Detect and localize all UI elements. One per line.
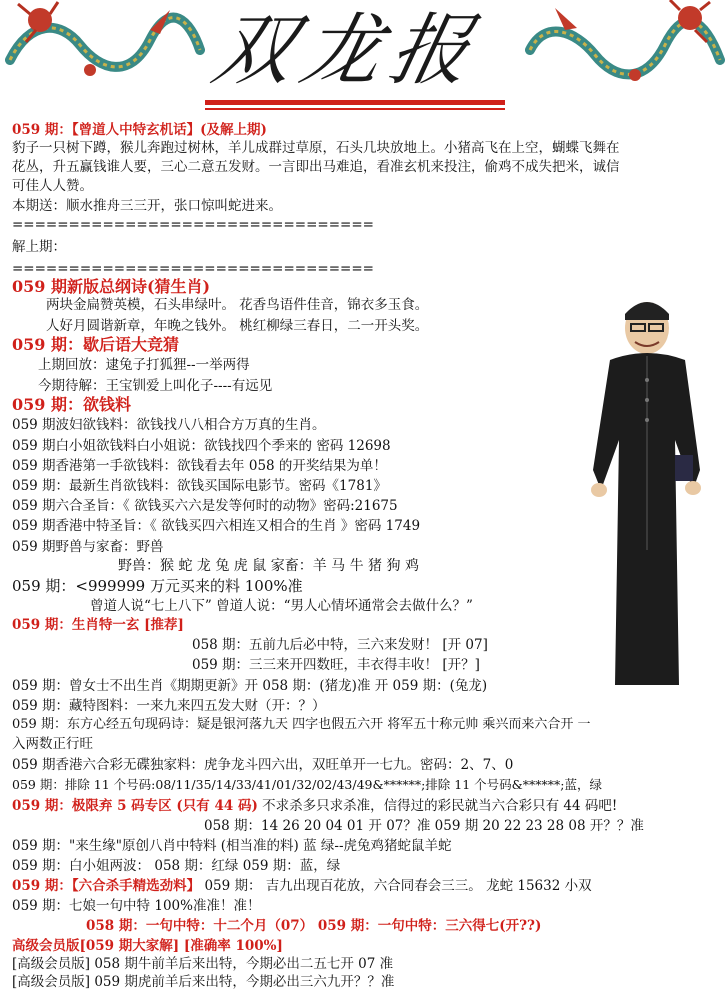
highlight-line: 058 期：一句中特：十二个月（07） 059 期：一句中特：三六得七(开??) — [86, 918, 542, 934]
kill-codes-text: 不求杀多只求杀准，信得过的彩民就当六合彩只有 44 码吧! — [262, 798, 618, 814]
masthead — [205, 4, 505, 114]
text-line: 059 期：排除 11 个号码:08/11/35/14/33/41/01/32/02/43/49&******;排除 11 个号码&******;蓝，绿 — [12, 777, 603, 792]
dragon-right-image — [525, 0, 725, 100]
text-line-kill-codes — [12, 797, 617, 815]
text-line-killer — [12, 877, 592, 895]
poem-line: 两块金扁赞英模，石头串绿叶。 花香鸟语件佳音，锦衣多玉食。 — [46, 297, 429, 313]
text-line: 059 期香港六合彩无碟独家料：虎争龙斗四六出，双旺单开一七九。密码：2、7、0 — [12, 757, 514, 773]
text-line: 059 期波妇欲钱料：欲钱找八八相合方万真的生肖。 — [12, 417, 326, 433]
text-line: 059 期：三三来开四数旺，丰衣得丰收！ [开？] — [192, 657, 480, 673]
text-line: 059 期六合圣旨：《 欲钱买六六是发等何时的动物》密码:21675 — [12, 498, 398, 514]
poem-line: 人好月圆谐新章，年晚之钱外。 桃红柳绿三春日，二一开头奖。 — [46, 318, 429, 334]
text-line: 可佳人人赞。 — [12, 178, 93, 194]
text-line: 059 期：白小姐两波： 058 期：红绿 059 期：蓝，绿 — [12, 858, 341, 874]
killer-text: 059 期： 吉九出现百花放，六合同春会三三。 龙蛇 15632 小双 — [204, 878, 592, 894]
text-line: 059 期：东方心经五句现码诗：疑是银河落九天 四字也假五六开 将军五十称元帅 乘兴而来六合开 一 — [12, 717, 591, 732]
masthead-title: 双龙报 — [205, 6, 489, 96]
text-line: 059 期："来生缘"原创八肖中特料 (相当准的料) 蓝 绿--虎兔鸡猪蛇鼠羊蛇 — [12, 838, 452, 854]
text-line: [高级会员版] 058 期牛前羊后来出特，今期必出二五七开 07 准 — [12, 956, 394, 972]
section-title-vip: 高级会员版[059 期大家解] [准确率 100%] — [12, 938, 283, 954]
text-line: [高级会员版] 059 期虎前羊后来出特，今期必出三六九开？？准 — [12, 974, 395, 990]
section-title-shengxiao: 059 期：生肖特一玄 [推荐] — [12, 617, 184, 633]
section-title-poem: 059 期新版总纲诗(猜生肖) — [12, 277, 211, 296]
text-line: 058 期：14 26 20 04 01 开 07？准 059 期 20 22 23 28 08 开？？准 — [204, 818, 644, 834]
text-line: 059 期：藏特图料：一来九来四五发大财（开：？） — [12, 698, 326, 714]
person-figure-image — [575, 290, 720, 690]
text-line: 059 期：七娘一句中特 100%准准！准！ — [12, 898, 261, 914]
text-line: 今期待解：王宝钏爱上叫化子----有远见 — [38, 378, 273, 394]
text-line: 059 期：曾女士不出生肖《期期更新》开 058 期：(猪龙)准 开 059 期：(兔龙) — [12, 678, 488, 694]
section-title-yuqianliao: 059 期：欲钱料 — [12, 395, 131, 414]
text-line: 058 期：五前九后必中特，三六来发财！ [开 07] — [192, 637, 488, 653]
text-line: 本期送：顺水推舟三三开，张口惊叫蛇进来。 — [12, 198, 282, 214]
section-title-zengdaoren: 059 期：【曾道人中特玄机话】(及解上期) — [12, 122, 267, 138]
kill-codes-title: 059 期：极限弃 5 码专区 (只有 44 码) — [12, 798, 258, 814]
text-line: 曾道人说“七上八下” 曾道人说：“男人心情坏通常会去做什么？” — [90, 598, 473, 614]
divider-line: ================================ — [12, 217, 374, 233]
text-line: 上期回放：逮兔子打狐狸--一举两得 — [38, 357, 250, 373]
text-line: 解上期： — [12, 239, 66, 255]
text-line: 059 期香港中特圣旨：《 欲钱买四六相连又相合的生肖 》密码 1749 — [12, 518, 421, 534]
text-line: 入两数正行旺 — [12, 736, 93, 752]
text-line: 花丛，升五赢钱谁人要，三心二意五发财。一言即出马难追，看准玄机来投注，偷鸡不成失把米，诚信 — [12, 159, 620, 175]
text-line: 豹子一只树下蹲，猴儿奔跑过树林，羊儿成群过草原，石头几块放地上。小猪高飞在上空，蝴蝶飞舞在 — [12, 140, 620, 156]
text-line: 059 期野兽与家畜：野兽 — [12, 539, 164, 555]
killer-title: 059 期：【六合杀手精选劲料】 — [12, 878, 201, 894]
text-line: 059 期白小姐欲钱料白小姐说：欲钱找四个季来的 密码 12698 — [12, 438, 391, 454]
section-title-riddle: 059 期：歇后语大竞猜 — [12, 335, 179, 354]
divider-line: ================================ — [12, 261, 374, 277]
masthead-underline-thin — [205, 108, 505, 110]
text-line: 059 期：最新生肖欲钱料：欲钱买国际电影节。密码《1781》 — [12, 478, 387, 494]
text-line: 野兽：猴 蛇 龙 兔 虎 鼠 家畜：羊 马 牛 猪 狗 鸡 — [118, 558, 419, 574]
masthead-underline — [205, 100, 505, 105]
text-line: 059 期香港第一手欲钱料：欲钱看去年 058 的开奖结果为单！ — [12, 458, 387, 474]
dragon-left-image — [0, 0, 205, 100]
text-line: 059 期：<999999 万元买来的料 100%准 — [12, 577, 303, 595]
